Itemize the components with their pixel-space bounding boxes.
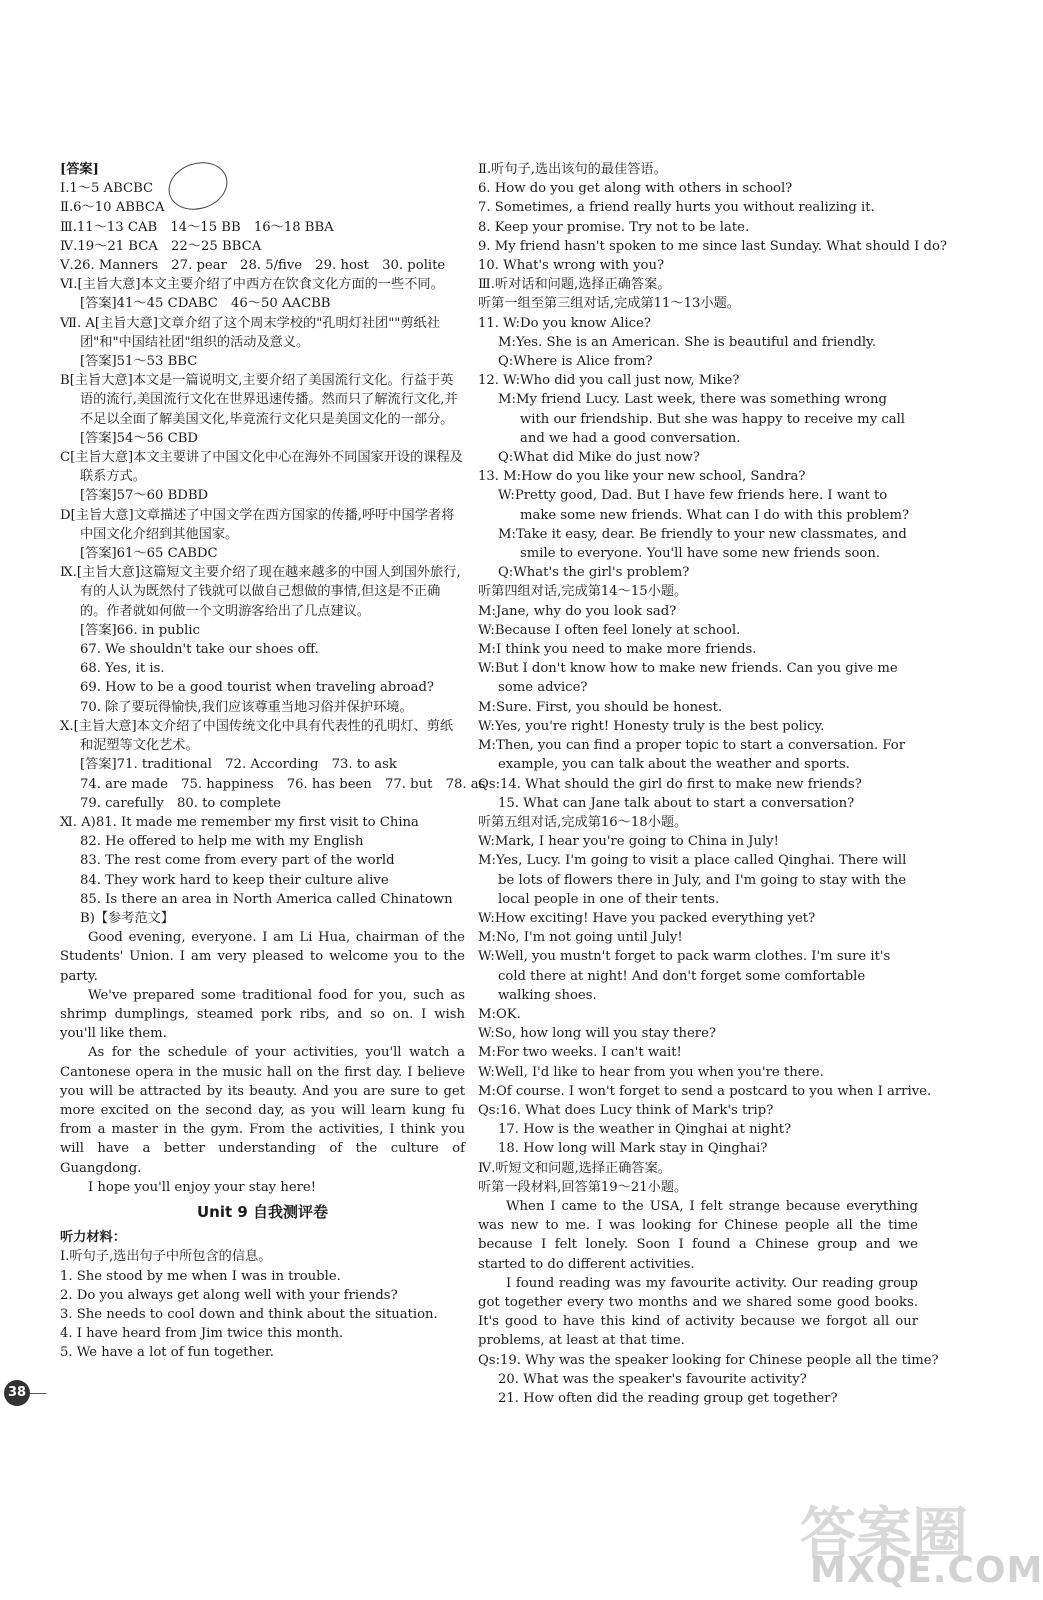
essay-paragraph: Good evening, everyone. I am Li Hua, chairman of the Students' Union. I am very pleased to welcome you to the party. [60,930,465,984]
answer-line: Ⅴ.26. Manners 27. pear 28. 5/five 29. host 30. polite [60,258,446,274]
passage-paragraph: When I came to the USA, I felt strange because everything was new to me. I was looking for Chinese people all the time because I felt lonely. Soon I found a Chinese group and we started to do different activities. [478,1198,918,1272]
page-number-rule [30,1393,46,1394]
section-heading: Ⅳ.听短文和问题,选择正确答案。 [478,1160,671,1176]
dialogue-line: M:Take it easy, dear. Be friendly to your new classmates, and smile to everyone. You'll have some new friends soon. [498,526,907,562]
essay-paragraph: As for the schedule of your activities, you'll watch a Cantonese opera in the music hall on the first day. I believe you will be attracted by its beauty. And you are sure to get more excited on the second day, as you will learn kung fu from a master in the gym. From the activities, I think you will have a better understanding of the culture of Guangdong. [60,1045,465,1176]
question-line: 20. What was the speaker's favourite activity? [498,1371,807,1387]
question-line: 7. Sometimes, a friend really hurts you without realizing it. [478,200,875,216]
dialogue-line: Q:Where is Alice from? [498,354,653,370]
dialogue-line: M:My friend Lucy. Last week, there was something wrong with our friendship. But she was happy to receive my call and we had a good conversation. [498,392,906,446]
dialogue-line: 12. W:Who did you call just now, Mike? [478,373,740,389]
unit-title: Unit 9 自我测评卷 [196,1202,329,1221]
answer-line: 82. He offered to help me with my English [80,834,364,850]
answer-line: Ⅺ. A)81. It made me remember my first visit to China [60,814,419,830]
answer-line: 70. 除了要玩得愉快,我们应该尊重当地习俗并保护环境。 [80,699,413,715]
dialogue-line: M:For two weeks. I can't wait! [478,1045,682,1061]
sample-essay-heading: B)【参考范文】 [80,910,174,926]
answer-line: 67. We shouldn't take our shoes off. [80,642,319,658]
dialogue-line: W:Pretty good, Dad. But I have few friends here. I want to make some new friends. What can I do with this problem? [498,488,910,523]
question-line: Qs:16. What does Lucy think of Mark's trip? [478,1102,774,1118]
dialogue-line: 13. M:How do you like your new school, Sandra? [478,469,806,485]
main-idea-7b: B[主旨大意]本文是一篇说明文,主要介绍了美国流行文化。行益于英语的流行,美国流行文化在世界迅速传播。然而只了解流行文化,并不足以全面了解美国文化,毕竟流行文化只是美国文化的一部分。 [60,373,458,427]
answer-line: [答案]41～45 CDABC 46～50 AACBB [80,296,331,312]
dialogue-line: Q:What's the girl's problem? [498,565,690,581]
dialogue-line: W:Yes, you're right! Honesty truly is the best policy. [478,718,825,734]
dialogue-line: W:But I don't know how to make new friends. Can you give me some advice? [478,661,898,696]
question-line: 5. We have a lot of fun together. [60,1345,274,1361]
dialogue-line: M:I think you need to make more friends. [478,642,757,658]
answer-line: Ⅲ.11～13 CAB 14～15 BB 16～18 BBA [60,219,334,235]
instruction-line: 听第一段材料,回答第19～21小题。 [478,1179,688,1195]
dialogue-line: M:Jane, why do you look sad? [478,603,677,619]
question-line: 8. Keep your promise. Try not to be late. [478,219,750,235]
answers-heading: [答案] [60,162,99,177]
essay-paragraph: I hope you'll enjoy your stay here! [88,1179,317,1195]
answer-line: 79. carefully 80. to complete [80,795,281,811]
answer-line: [答案]71. traditional 72. According 73. to ask [80,757,397,773]
brand-url: MXQE.COM [810,1550,1043,1591]
instruction-line: 听第五组对话,完成第16～18小题。 [478,814,688,830]
right-column [478,160,947,1408]
main-idea-9: Ⅸ.[主旨大意]这篇短文主要介绍了现在越来越多的中国人到国外旅行,有的人认为既然付了钱就可以做自己想做的事情,但这是不正确的。作者就如何做一个文明游客给出了几点建议。 [60,565,461,619]
answer-line: 85. Is there an area in North America called Chinatown [80,891,453,907]
main-idea-7d: D[主旨大意]文章描述了中国文学在西方国家的传播,呼吁中国学者将中国文化介绍到其他国家。 [60,507,455,542]
dialogue-line: W:Mark, I hear you're going to China in July! [478,834,779,850]
answer-line: [答案]51～53 BBC [80,354,198,370]
dialogue-line: M:Yes, Lucy. I'm going to visit a place called Qinghai. There will be lots of flowers there in July, and I'm going to stay with the local people in one of their tents. [478,853,907,907]
dialogue-line: W:Well, you mustn't forget to pack warm clothes. I'm sure it's cold there at night! And don't forget some comfortable walking shoes. [478,949,891,1003]
listening-heading: 听力材料： [60,1230,126,1246]
question-line: 9. My friend hasn't spoken to me since last Sunday. What should I do? [478,238,947,254]
main-idea-7c: C[主旨大意]本文主要讲了中国文化中心在海外不同国家开设的课程及联系方式。 [60,450,463,485]
dialogue-line: 11. W:Do you know Alice? [478,315,651,331]
question-line: 17. How is the weather in Qinghai at night? [498,1122,792,1138]
answer-line: [答案]54～56 CBD [80,430,198,446]
section-heading: Ⅱ.听句子,选出该句的最佳答语。 [478,162,667,177]
answer-line: Ⅳ.19～21 BCA 22～25 BBCA [60,238,262,254]
answer-line: 74. are made 75. happiness 76. has been 77. but 78. as [80,776,486,792]
answer-line: 83. The rest come from every part of the world [80,853,395,869]
dialogue-line: M:OK. [478,1006,521,1022]
essay-paragraph: We've prepared some traditional food for you, such as shrimp dumplings, steamed pork ribs, and so on. I wish you'll like them. [60,987,465,1042]
main-idea-10: Ⅹ.[主旨大意]本文介绍了中国传统文化中具有代表性的孔明灯、剪纸和泥塑等文化艺术。 [60,718,454,754]
instruction-line: 听第一组至第三组对话,完成第11～13小题。 [478,296,740,312]
dialogue-line: M:Then, you can find a proper topic to start a conversation. For example, you can talk about the weather and sports. [478,738,906,773]
left-column [60,160,486,1363]
instruction-line: 听第四组对话,完成第14～15小题。 [478,584,688,600]
dialogue-line: W:So, how long will you stay there? [478,1026,716,1042]
brand-logo: 答案圈 [800,1502,968,1567]
answer-line: 84. They work hard to keep their culture alive [80,872,389,888]
passage-paragraph: I found reading was my favourite activity. Our reading group got together every two months and we shared some good books. It's good to have this kind of activity because we forgot all our problems, at least at that time. [478,1275,918,1349]
answer-line: [答案]66. in public [80,622,200,638]
question-line: Qs:19. Why was the speaker looking for Chinese people all the time? [478,1352,939,1368]
question-line: 21. How often did the reading group get together? [498,1391,838,1406]
question-line: 18. How long will Mark stay in Qinghai? [498,1141,768,1157]
dialogue-line: Q:What did Mike do just now? [498,450,700,466]
question-line: 10. What's wrong with you? [478,258,665,274]
page-number: 38 [4,1380,30,1406]
answer-line: [答案]57～60 BDBD [80,488,209,504]
answer-line: 69. How to be a good tourist when traveling abroad? [80,680,434,696]
main-idea-7a: Ⅶ. A[主旨大意]文章介绍了这个周末学校的"孔明灯社团""剪纸社团"和"中国结社团"组织的活动及意义。 [60,315,440,350]
dialogue-line: M:Yes. She is an American. She is beautiful and friendly. [498,334,877,350]
question-line: 3. She needs to cool down and think about the situation. [60,1306,438,1322]
main-idea-6: Ⅵ.[主旨大意]本文主要介绍了中西方在饮食文化方面的一些不同。 [60,277,444,293]
dialogue-line: M:No, I'm not going until July! [478,930,683,946]
question-line: 6. How do you get along with others in school? [478,181,793,197]
question-line: 2. Do you always get along well with your friends? [60,1287,398,1303]
answer-line: [答案]61～65 CABDC [80,546,218,562]
answer-line: Ⅱ.6～10 ABBCA [60,200,165,216]
dialogue-line: W:Well, I'd like to hear from you when you're there. [478,1064,824,1080]
dialogue-line: W:How exciting! Have you packed everything yet? [478,910,816,926]
answer-line: 68. Yes, it is. [80,661,165,677]
question-line: Qs:14. What should the girl do first to make new friends? [478,776,862,792]
question-line: 1. She stood by me when I was in trouble. [60,1268,341,1284]
answer-line: Ⅰ.1～5 ABCBC [60,181,154,197]
dialogue-line: W:Because I often feel lonely at school. [478,622,741,638]
question-line: 4. I have heard from Jim twice this month. [60,1326,344,1342]
question-line: 15. What can Jane talk about to start a conversation? [498,795,855,811]
section-heading: Ⅲ.听对话和问题,选择正确答案。 [478,277,671,293]
dialogue-line: M:Of course. I won't forget to send a postcard to you when I arrive. [478,1083,932,1099]
section-heading: Ⅰ.听句子,选出句子中所包含的信息。 [60,1249,272,1265]
dialogue-line: M:Sure. First, you should be honest. [478,699,723,715]
